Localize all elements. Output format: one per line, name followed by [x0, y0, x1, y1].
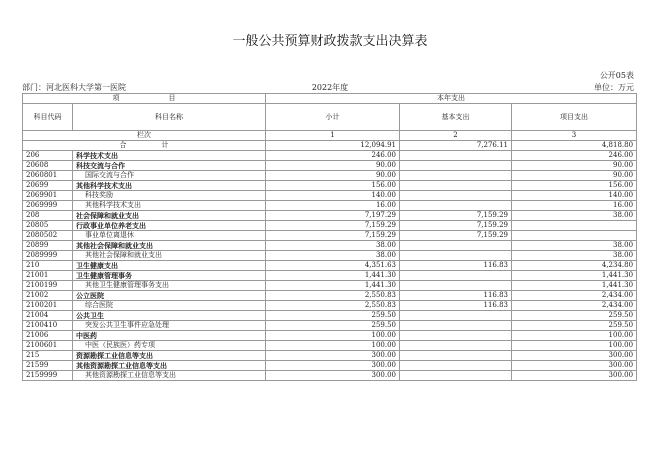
row-basic	[400, 181, 512, 191]
row-project: 259.50	[512, 311, 637, 321]
header-code: 科目代码	[23, 104, 73, 131]
row-code: 215	[23, 351, 73, 361]
row-name: 卫生健康管理事务	[73, 271, 266, 281]
row-subtotal: 38.00	[266, 241, 400, 251]
row-code: 20608	[23, 161, 73, 171]
table-row	[23, 171, 637, 181]
row-project: 2,434.00	[512, 301, 637, 311]
row-subtotal: 259.50	[266, 321, 400, 331]
column-number-2: 2	[400, 131, 512, 141]
row-subtotal: 2,550.83	[266, 291, 400, 301]
row-basic	[400, 351, 512, 361]
table-row	[23, 281, 637, 291]
row-basic	[400, 341, 512, 351]
row-code: 2159999	[23, 371, 73, 381]
row-project: 246.00	[512, 151, 637, 161]
row-code: 2100601	[23, 341, 73, 351]
department-label: 部门：河北医科大学第一医院	[22, 83, 126, 92]
row-basic: 7,159.29	[400, 221, 512, 231]
row-subtotal: 16.00	[266, 201, 400, 211]
row-project: 1,441.30	[512, 281, 637, 291]
unit-label: 单位：万元	[594, 83, 634, 92]
row-name: 其他资源勘探工业信息等支出	[73, 371, 266, 381]
row-name: 突发公共卫生事件应急处理	[73, 321, 266, 331]
table-row	[23, 361, 637, 371]
row-name: 其他资源勘探工业信息等支出	[73, 361, 266, 371]
row-project: 38.00	[512, 211, 637, 221]
row-name: 其他科学技术支出	[73, 201, 266, 211]
row-project	[512, 231, 637, 241]
header-item: 项 目	[23, 94, 266, 104]
header-row-2	[23, 104, 637, 131]
row-code: 2089999	[23, 251, 73, 261]
row-subtotal: 300.00	[266, 371, 400, 381]
row-basic	[400, 361, 512, 371]
row-name: 卫生健康支出	[73, 261, 266, 271]
row-name: 科技交流与合作	[73, 161, 266, 171]
table-row	[23, 251, 637, 261]
row-code: 21002	[23, 291, 73, 301]
header-name: 科目名称	[73, 104, 266, 131]
report-title: 一般公共预算财政拨款支出决算表	[232, 34, 428, 49]
table-row	[23, 341, 637, 351]
row-project: 100.00	[512, 331, 637, 341]
row-name: 其他社会保障和就业支出	[73, 241, 266, 251]
table-row	[23, 211, 637, 221]
row-name: 其他科学技术支出	[73, 181, 266, 191]
expenditure-table	[22, 93, 637, 381]
total-project: 4,818.80	[512, 141, 637, 151]
row-project: 16.00	[512, 201, 637, 211]
row-project	[512, 221, 637, 231]
table-row	[23, 371, 637, 381]
row-basic: 116.83	[400, 301, 512, 311]
row-subtotal: 7,197.29	[266, 211, 400, 221]
column-number-row	[23, 131, 637, 141]
row-subtotal: 4,351.63	[266, 261, 400, 271]
row-name: 中医药	[73, 331, 266, 341]
row-project: 38.00	[512, 251, 637, 261]
header-row-1	[23, 94, 637, 104]
table-row	[23, 271, 637, 281]
row-subtotal: 300.00	[266, 361, 400, 371]
row-name: 国际交流与合作	[73, 171, 266, 181]
table-row	[23, 351, 637, 361]
row-project: 38.00	[512, 241, 637, 251]
row-basic	[400, 271, 512, 281]
row-project: 90.00	[512, 171, 637, 181]
total-row	[23, 141, 637, 151]
row-name: 中医（民族医）药专项	[73, 341, 266, 351]
row-subtotal: 300.00	[266, 351, 400, 361]
total-subtotal: 12,094.91	[266, 141, 400, 151]
row-subtotal: 90.00	[266, 171, 400, 181]
row-name: 资源勘探工业信息等支出	[73, 351, 266, 361]
row-subtotal: 90.00	[266, 161, 400, 171]
row-basic	[400, 321, 512, 331]
row-project: 300.00	[512, 371, 637, 381]
row-code: 2069999	[23, 201, 73, 211]
table-row	[23, 191, 637, 201]
row-basic	[400, 311, 512, 321]
table-row	[23, 151, 637, 161]
row-basic	[400, 191, 512, 201]
table-code: 公开05表	[599, 71, 634, 80]
table-row	[23, 221, 637, 231]
row-project: 300.00	[512, 361, 637, 371]
row-code: 20699	[23, 181, 73, 191]
row-subtotal: 259.50	[266, 311, 400, 321]
row-code: 20805	[23, 221, 73, 231]
fiscal-year: 2022年度	[311, 83, 349, 92]
row-name: 公立医院	[73, 291, 266, 301]
row-project: 100.00	[512, 341, 637, 351]
row-project: 156.00	[512, 181, 637, 191]
row-code: 210	[23, 261, 73, 271]
row-code: 2100201	[23, 301, 73, 311]
table-row	[23, 291, 637, 301]
row-basic: 7,159.29	[400, 231, 512, 241]
table-row	[23, 321, 637, 331]
row-code: 21599	[23, 361, 73, 371]
row-subtotal: 2,550.83	[266, 301, 400, 311]
row-subtotal: 100.00	[266, 331, 400, 341]
row-basic	[400, 161, 512, 171]
row-name: 其他卫生健康管理事务支出	[73, 281, 266, 291]
row-code: 2060801	[23, 171, 73, 181]
row-subtotal: 7,159.29	[266, 221, 400, 231]
column-label: 栏次	[23, 131, 266, 141]
table-row	[23, 241, 637, 251]
row-basic: 116.83	[400, 291, 512, 301]
row-code: 2100410	[23, 321, 73, 331]
row-code: 21001	[23, 271, 73, 281]
row-name: 行政事业单位养老支出	[73, 221, 266, 231]
row-basic	[400, 331, 512, 341]
row-project: 300.00	[512, 351, 637, 361]
row-basic	[400, 251, 512, 261]
row-basic	[400, 241, 512, 251]
row-name: 综合医院	[73, 301, 266, 311]
row-name: 事业单位离退休	[73, 231, 266, 241]
row-name: 其他社会保障和就业支出	[73, 251, 266, 261]
column-number-3: 3	[512, 131, 637, 141]
table-row	[23, 301, 637, 311]
row-project: 259.50	[512, 321, 637, 331]
row-basic	[400, 371, 512, 381]
row-name: 科技奖励	[73, 191, 266, 201]
row-code: 21004	[23, 311, 73, 321]
row-code: 2080502	[23, 231, 73, 241]
row-basic: 116.83	[400, 261, 512, 271]
row-project: 90.00	[512, 161, 637, 171]
header-basic: 基本支出	[400, 104, 512, 131]
row-code: 20899	[23, 241, 73, 251]
header-subtotal: 小计	[266, 104, 400, 131]
total-basic: 7,276.11	[400, 141, 512, 151]
row-name: 社会保障和就业支出	[73, 211, 266, 221]
row-basic	[400, 171, 512, 181]
row-subtotal: 140.00	[266, 191, 400, 201]
table-row	[23, 161, 637, 171]
header-current-year: 本年支出	[266, 94, 637, 104]
row-code: 208	[23, 211, 73, 221]
column-number-1: 1	[266, 131, 400, 141]
row-subtotal: 38.00	[266, 251, 400, 261]
total-label: 合 计	[23, 141, 266, 151]
row-project: 140.00	[512, 191, 637, 201]
row-subtotal: 100.00	[266, 341, 400, 351]
row-project: 1,441.30	[512, 271, 637, 281]
row-subtotal: 246.00	[266, 151, 400, 161]
row-code: 2100199	[23, 281, 73, 291]
row-project: 2,434.00	[512, 291, 637, 301]
header-project: 项目支出	[512, 104, 637, 131]
row-subtotal: 156.00	[266, 181, 400, 191]
table-row	[23, 181, 637, 191]
table-row	[23, 331, 637, 341]
row-code: 206	[23, 151, 73, 161]
row-subtotal: 1,441.30	[266, 271, 400, 281]
row-code: 21006	[23, 331, 73, 341]
row-code: 2069901	[23, 191, 73, 201]
table-row	[23, 201, 637, 211]
row-name: 科学技术支出	[73, 151, 266, 161]
table-row	[23, 231, 637, 241]
row-basic	[400, 201, 512, 211]
row-name: 公共卫生	[73, 311, 266, 321]
row-subtotal: 1,441.30	[266, 281, 400, 291]
row-basic	[400, 281, 512, 291]
row-basic: 7,159.29	[400, 211, 512, 221]
row-subtotal: 7,159.29	[266, 231, 400, 241]
row-project: 4,234.80	[512, 261, 637, 271]
row-basic	[400, 151, 512, 161]
table-row	[23, 261, 637, 271]
table-row	[23, 311, 637, 321]
